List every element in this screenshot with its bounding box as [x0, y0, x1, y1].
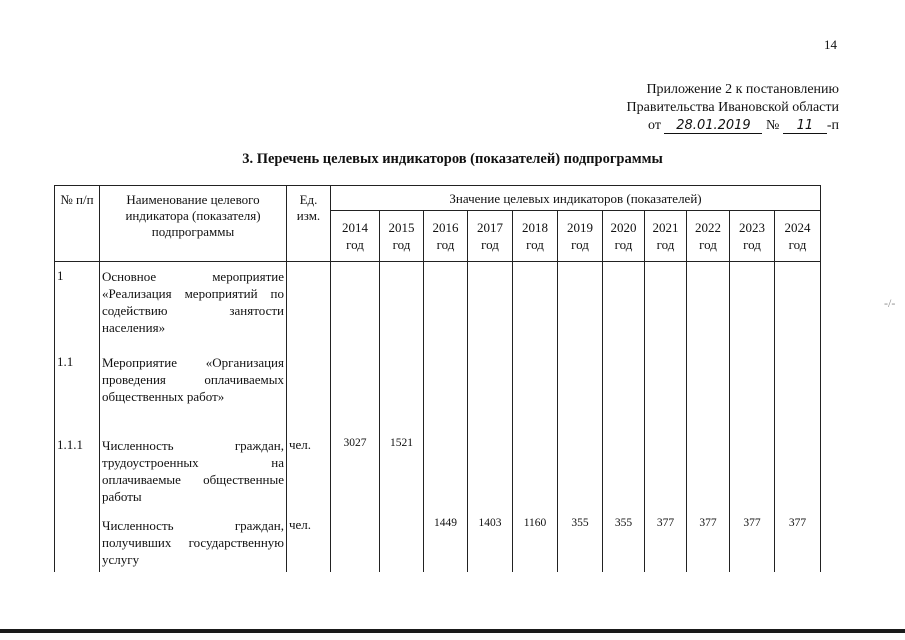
header-year-suffix: год: [392, 237, 411, 252]
table-row: [55, 268, 821, 354]
header-year-value: 2023: [739, 220, 765, 235]
header-year-2016: [424, 211, 468, 262]
value-2015: [380, 268, 424, 354]
value-2014: [331, 268, 380, 354]
header-year-value: 2019: [567, 220, 593, 235]
row-number: 1.1.1: [55, 437, 100, 517]
value-2017: 1403: [468, 517, 513, 572]
value-2018: [513, 268, 558, 354]
value-2019: [558, 437, 603, 517]
value-2014: [331, 517, 380, 572]
unit-of-measure: [287, 268, 331, 354]
header-num: № п/п: [55, 186, 100, 262]
value-2017: [468, 437, 513, 517]
value-2020: [603, 268, 645, 354]
bottom-rule: [0, 629, 905, 633]
header-year-suffix: год: [614, 237, 633, 252]
value-2023: [730, 354, 775, 437]
header-year-2014: [331, 211, 380, 262]
header-year-2017: [468, 211, 513, 262]
value-2015: [380, 354, 424, 437]
table-row: [55, 437, 821, 517]
row-number: 1.1: [55, 354, 100, 437]
value-2018: 1160: [513, 517, 558, 572]
header-year-value: 2014: [342, 220, 368, 235]
page-number: 14: [824, 37, 837, 52]
header-year-value: 2021: [652, 220, 679, 235]
header-year-2023: [730, 211, 775, 262]
value-2021: [645, 437, 687, 517]
header-year-2020: [603, 211, 645, 262]
value-2018: [513, 354, 558, 437]
value-2024: [775, 437, 821, 517]
value-2021: [645, 268, 687, 354]
header-year-2021: [645, 211, 687, 262]
value-2024: [775, 354, 821, 437]
unit-of-measure: чел.: [287, 517, 331, 572]
header-year-value: 2020: [610, 220, 637, 235]
header-year-suffix: год: [526, 237, 544, 252]
value-2014: 3027: [331, 437, 380, 517]
value-2016: [424, 437, 468, 517]
unit-of-measure: [287, 354, 331, 437]
value-2017: [468, 354, 513, 437]
document-title: 3. Перечень целевых индикаторов (показателей) подпрограммы: [242, 151, 663, 167]
value-2023: 377: [730, 517, 775, 572]
header-year-suffix: год: [571, 237, 589, 252]
indicator-name: Мероприятие «Организация проведения оплачиваемых общественных работ»: [100, 354, 287, 437]
header-unit: Ед. изм.: [287, 186, 331, 262]
indicator-name: Численность граждан, получивших государственную услугу: [100, 517, 287, 572]
header-year-value: 2018: [522, 220, 548, 235]
header-year-2015: [380, 211, 424, 262]
appendix-line-3: [648, 118, 839, 134]
indicator-name: Основное мероприятие «Реализация мероприятий по содействию занятости населения»: [100, 268, 287, 354]
header-year-2019: [558, 211, 603, 262]
appendix-line-1: Приложение 2 к постановлению: [646, 82, 839, 97]
table-row: [55, 354, 821, 437]
appendix-line-2: Правительства Ивановской области: [626, 100, 839, 115]
value-2021: 377: [645, 517, 687, 572]
indicator-name: Численность граждан, трудоустроенных на оплачиваемые общественные работы: [100, 437, 287, 517]
appendix-from-label: от: [648, 118, 661, 133]
row-number: [55, 517, 100, 572]
margin-mark: -/-: [884, 296, 896, 310]
value-2023: [730, 268, 775, 354]
value-2019: [558, 268, 603, 354]
header-year-value: 2015: [388, 220, 415, 235]
value-2023: [730, 437, 775, 517]
header-year-suffix: год: [699, 237, 717, 252]
value-2020: 355: [603, 517, 645, 572]
decree-date: 28.01.2019: [664, 119, 762, 134]
value-2016: 1449: [424, 517, 468, 572]
value-2020: [603, 437, 645, 517]
header-year-value: 2022: [695, 220, 721, 235]
header-year-2022: [687, 211, 730, 262]
header-year-suffix: год: [743, 237, 761, 252]
header-year-suffix: год: [436, 237, 455, 252]
value-2015: [380, 517, 424, 572]
indicators-table: [54, 185, 821, 572]
value-2015: 1521: [380, 437, 424, 517]
value-2022: [687, 437, 730, 517]
header-year-value: 2024: [784, 220, 811, 235]
value-2014: [331, 354, 380, 437]
value-2024: [775, 268, 821, 354]
value-2019: [558, 354, 603, 437]
header-year-2024: [775, 211, 821, 262]
header-year-suffix: год: [788, 237, 807, 252]
value-2018: [513, 437, 558, 517]
value-2022: [687, 268, 730, 354]
decree-number: 11: [783, 119, 827, 134]
value-2017: [468, 268, 513, 354]
header-year-suffix: год: [346, 237, 364, 252]
value-2024: 377: [775, 517, 821, 572]
value-2022: 377: [687, 517, 730, 572]
header-year-suffix: год: [656, 237, 675, 252]
value-2021: [645, 354, 687, 437]
number-sign: №: [765, 118, 780, 133]
header-values-group: Значение целевых индикаторов (показателей): [331, 186, 821, 211]
header-year-suffix: год: [481, 237, 499, 252]
table-row: [55, 517, 821, 572]
value-2020: [603, 354, 645, 437]
row-number: 1: [55, 268, 100, 354]
header-year-value: 2016: [432, 220, 459, 235]
value-2016: [424, 354, 468, 437]
decree-suffix: -п: [826, 118, 839, 133]
header-year-2018: [513, 211, 558, 262]
value-2019: 355: [558, 517, 603, 572]
unit-of-measure: чел.: [287, 437, 331, 517]
header-year-value: 2017: [477, 220, 503, 235]
header-name: Наименование целевого индикатора (показателя) подпрограммы: [100, 186, 287, 262]
value-2016: [424, 268, 468, 354]
value-2022: [687, 354, 730, 437]
